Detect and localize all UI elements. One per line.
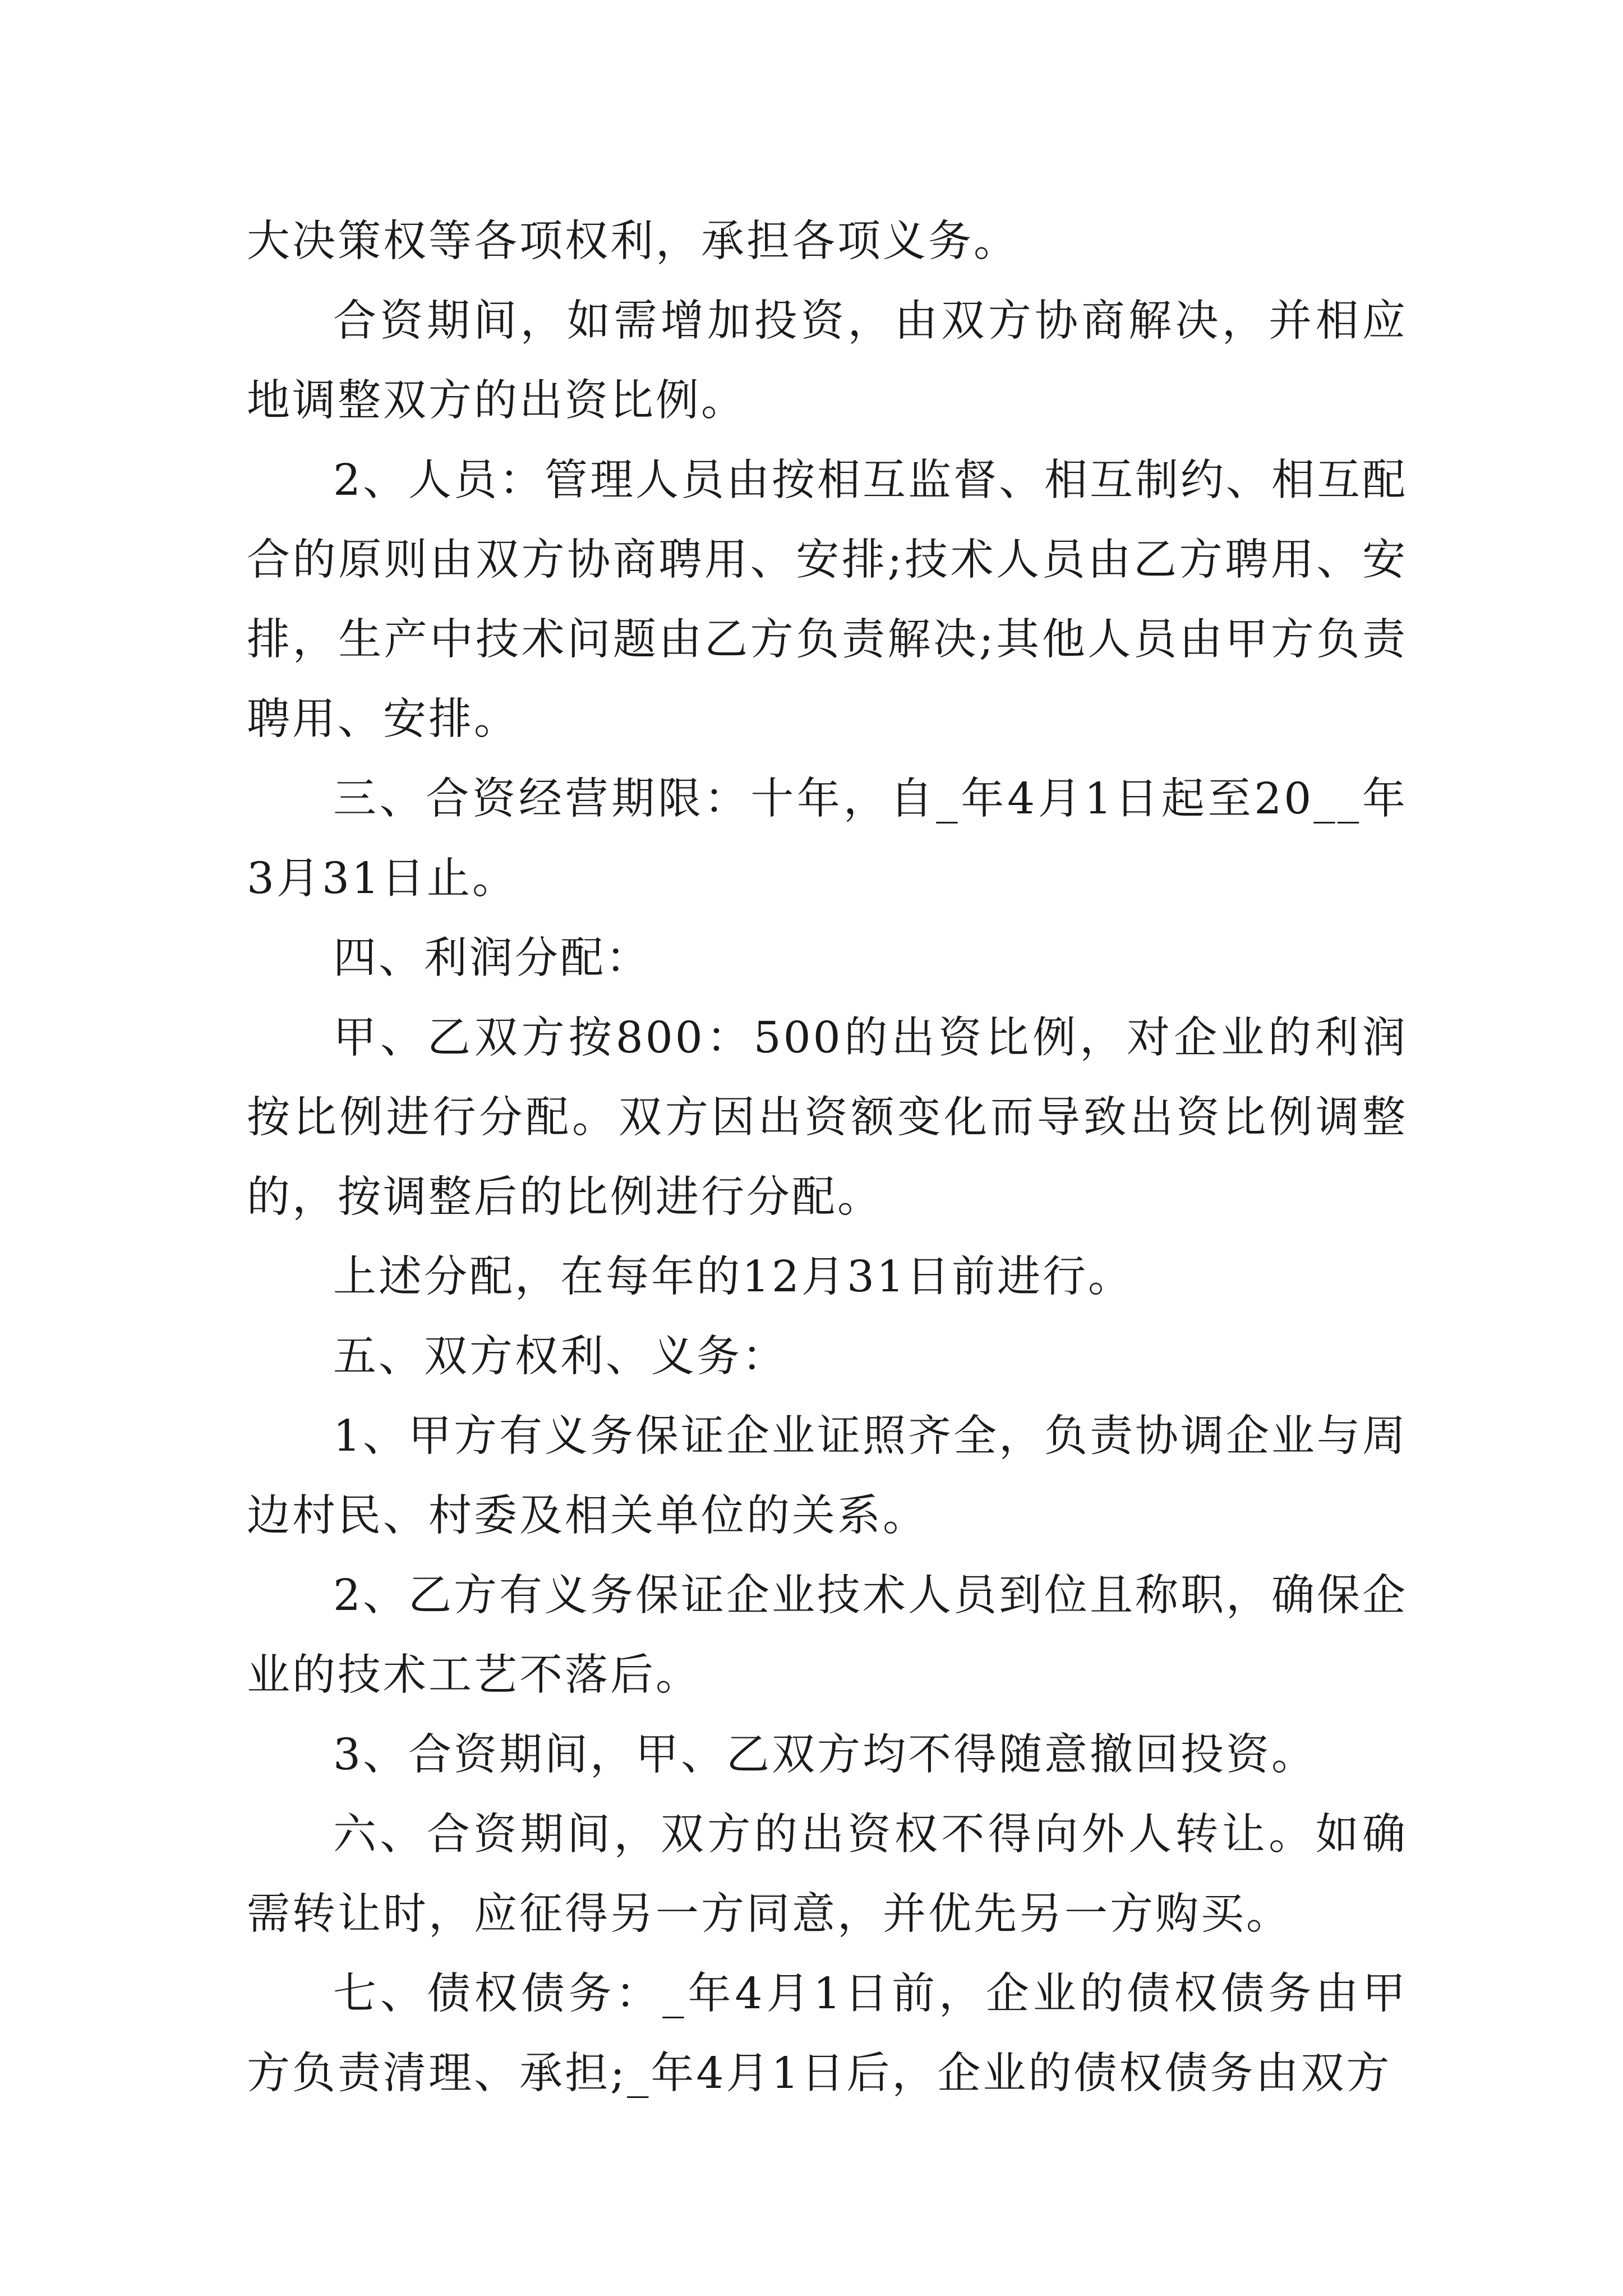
paragraph-party-b-obligation: 2、乙方有义务保证企业技术人员到位且称职，确保企业的技术工艺不落后。 bbox=[247, 1571, 1408, 1700]
paragraph-debts: 七、债权债务：_年4月1日前，企业的债权债务由甲方负责清理、承担;_年4月1日后，企业的债权债务由双方 bbox=[247, 1969, 1408, 2099]
paragraph-term: 三、合资经营期限：十年，自_年4月1日起至20__年3月31日止。 bbox=[247, 774, 1408, 904]
heading-rights-obligations: 五、双方权利、义务： bbox=[333, 1332, 787, 1382]
heading-profit-distribution: 四、利润分配： bbox=[333, 933, 651, 983]
paragraph-no-withdrawal: 3、合资期间，甲、乙双方均不得随意撤回投资。 bbox=[333, 1730, 1317, 1780]
paragraph-additional-investment: 合资期间，如需增加投资，由双方协商解决，并相应地调整双方的出资比例。 bbox=[247, 296, 1408, 426]
paragraph-distribution-date: 上述分配，在每年的12月31日前进行。 bbox=[333, 1252, 1133, 1302]
document-body bbox=[247, 202, 1408, 2114]
paragraph-continuation: 大决策权等各项权利，承担各项义务。 bbox=[247, 217, 1019, 266]
paragraph-party-a-obligation: 1、甲方有义务保证企业证照齐全，负责协调企业与周边村民、村委及相关单位的关系。 bbox=[247, 1411, 1408, 1541]
paragraph-personnel: 2、人员：管理人员由按相互监督、相互制约、相互配合的原则由双方协商聘用、安排;技术人员由乙方聘用、安排，生产中技术问题由乙方负责解决;其他人员由甲方负责聘用、安排。 bbox=[247, 455, 1408, 744]
paragraph-transfer: 六、合资期间，双方的出资权不得向外人转让。如确需转让时，应征得另一方同意，并优先另一方购买。 bbox=[247, 1810, 1408, 1939]
paragraph-profit-ratio: 甲、乙双方按800：500的出资比例，对企业的利润按比例进行分配。双方因出资额变化而导致出资比例调整的，按调整后的比例进行分配。 bbox=[247, 1013, 1408, 1222]
